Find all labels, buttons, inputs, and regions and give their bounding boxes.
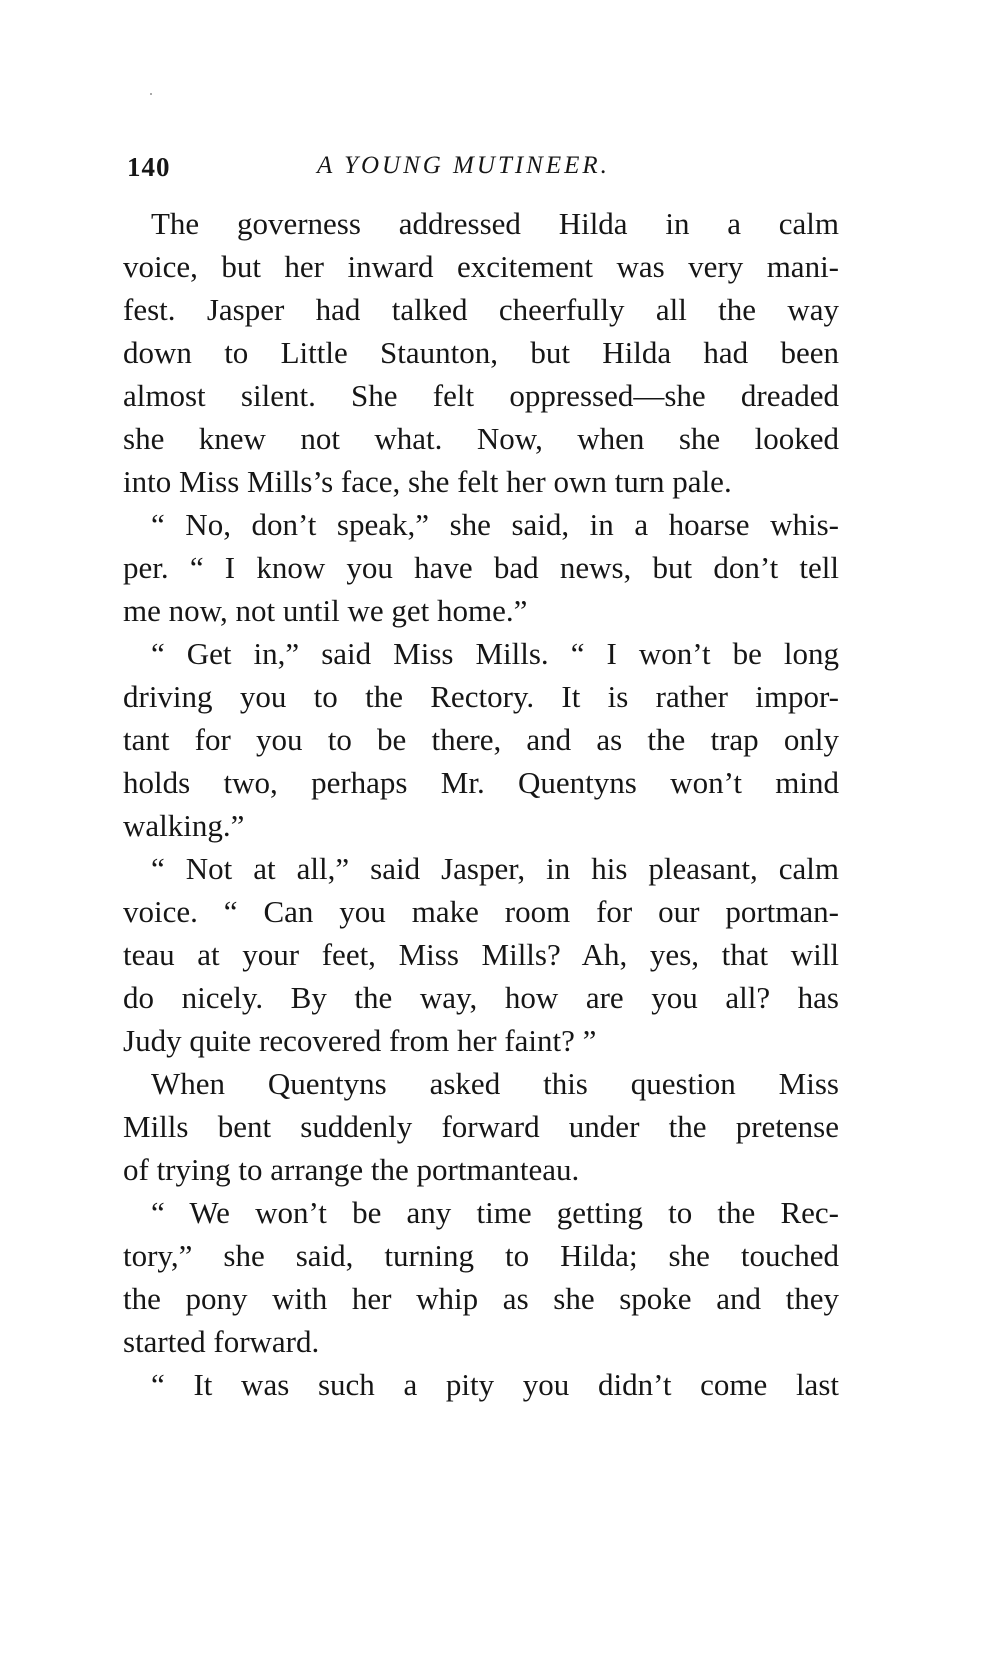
text-line: driving you to the Rectory. It is rather impor-	[123, 679, 839, 714]
text-line: me now, not until we get home.”	[123, 593, 528, 628]
text-line: “ It was such a pity you didn’t come last	[151, 1367, 839, 1402]
text-line: fest. Jasper had talked cheerfully all the way	[123, 292, 839, 327]
text-line: tant for you to be there, and as the trap only	[123, 722, 839, 757]
text-line: the pony with her whip as she spoke and they	[123, 1281, 839, 1316]
text-line: into Miss Mills’s face, she felt her own turn pale.	[123, 464, 732, 499]
text-line: voice. “ Can you make room for our portman-	[123, 894, 839, 929]
text-line: “ No, don’t speak,” she said, in a hoarse whis-	[151, 507, 839, 542]
text-line: voice, but her inward excitement was very mani-	[123, 249, 839, 284]
text-line: walking.”	[123, 808, 245, 843]
text-line: almost silent. She felt oppressed—she dreaded	[123, 378, 839, 413]
text-line: The governess addressed Hilda in a calm	[151, 206, 839, 241]
running-title: A YOUNG MUTINEER.	[317, 152, 610, 179]
text-line: holds two, perhaps Mr. Quentyns won’t mind	[123, 765, 839, 800]
text-line: teau at your feet, Miss Mills? Ah, yes, that will	[123, 937, 839, 972]
text-line: started forward.	[123, 1324, 320, 1359]
text-line: of trying to arrange the portmanteau.	[123, 1152, 580, 1187]
text-line: per. “ I know you have bad news, but don’t tell	[123, 550, 839, 585]
page-header	[127, 152, 837, 192]
text-line: tory,” she said, turning to Hilda; she touched	[123, 1238, 839, 1273]
text-line: “ Not at all,” said Jasper, in his pleasant, calm	[151, 851, 839, 886]
text-line: “ We won’t be any time getting to the Rec-	[151, 1195, 839, 1230]
text-line: Mills bent suddenly forward under the pretense	[123, 1109, 839, 1144]
page-number: 140	[127, 152, 171, 182]
text-line: do nicely. By the way, how are you all? has	[123, 980, 839, 1015]
text-line: When Quentyns asked this question Miss	[151, 1066, 839, 1101]
text-line: Judy quite recovered from her faint? ”	[123, 1023, 597, 1058]
text-line: “ Get in,” said Miss Mills. “ I won’t be long	[151, 636, 839, 671]
text-line: she knew not what. Now, when she looked	[123, 421, 839, 456]
body-text	[123, 202, 839, 1406]
paper-speck	[150, 93, 152, 95]
text-line: down to Little Staunton, but Hilda had been	[123, 335, 839, 370]
